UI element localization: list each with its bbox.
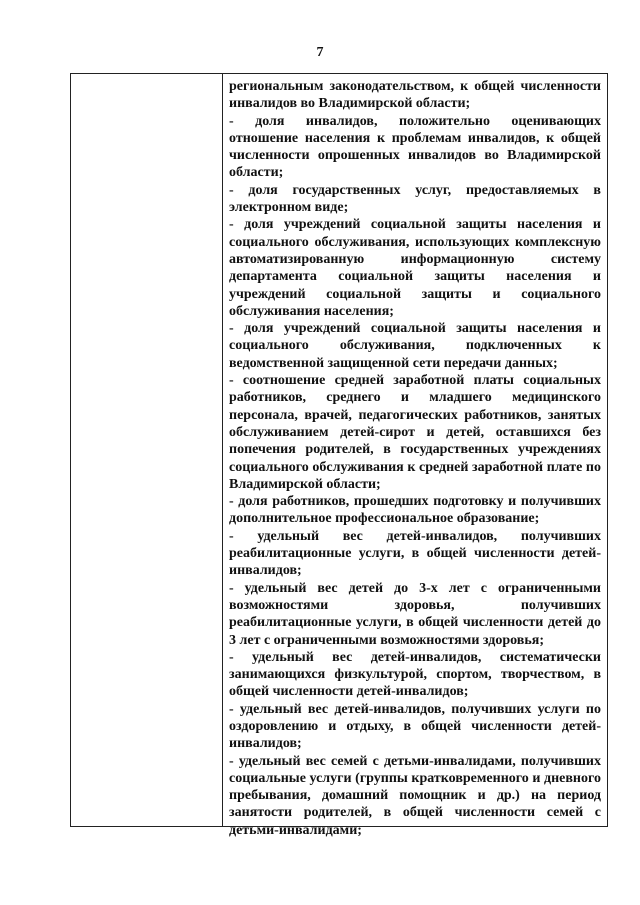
indicator-item: - соотношение средней заработной платы социальных работников, среднего и младшего медицинского персонала, врачей, педагогических работников, занятых обслуживанием детей-сирот и детей, оставшихся без попечения родителей, в государственных учреждениях социального обслуживания к средней заработной плате по Владимирской области; — [229, 373, 601, 492]
indicator-item: - доля инвалидов, положительно оценивающих отношение населения к проблемам инвалидов, к общей численности опрошенных инвалидов во Владимирской области; — [229, 113, 601, 181]
indicator-item: - доля государственных услуг, предоставляемых в электронном виде; — [229, 182, 601, 216]
indicator-item: - доля учреждений социальной защиты населения и социального обслуживания, использующих комплексную автоматизированную информационную систему департамента социальной защиты населения и учреждений социальной защиты и социального обслуживания населения; — [229, 217, 601, 319]
indicator-item: - доля учреждений социальной защиты населения и социального обслуживания, подключенных к ведомственной защищенной сети передачи данных; — [229, 321, 601, 371]
table-left-cell — [71, 74, 223, 826]
indicator-item: - удельный вес детей-инвалидов, получивших услуги по оздоровлению и отдыху, в общей численности детей-инвалидов; — [229, 701, 601, 752]
page-number: 7 — [316, 45, 324, 60]
indicator-item: - удельный вес семей с детьми-инвалидами, получивших социальные услуги (группы кратковременного и дневного пребывания, домашний помощник и др.) на период занятости родителей, в общей численности семей с детьми-инвалидами; — [229, 753, 601, 838]
indicator-item: - доля работников, прошедших подготовку и получивших дополнительное профессиональное образование; — [229, 494, 601, 527]
indicator-item: - удельный вес детей до 3-х лет с ограниченными возможностями здоровья, получивших реабилитационные услуги, в общей численности детей до 3 лет с ограниченными возможностями здоровья; — [229, 580, 601, 648]
indicator-item: - удельный вес детей-инвалидов, получивших реабилитационные услуги, в общей численности детей-инвалидов; — [229, 528, 601, 579]
table-right-cell — [223, 74, 607, 838]
indicators-table — [70, 73, 608, 838]
indicator-item: - удельный вес детей-инвалидов, систематически занимающихся физкультурой, спортом, творчеством, в общей численности детей-инвалидов; — [229, 649, 601, 700]
indicator-item: региональным законодательством, к общей численности инвалидов во Владимирской области; — [229, 79, 601, 112]
